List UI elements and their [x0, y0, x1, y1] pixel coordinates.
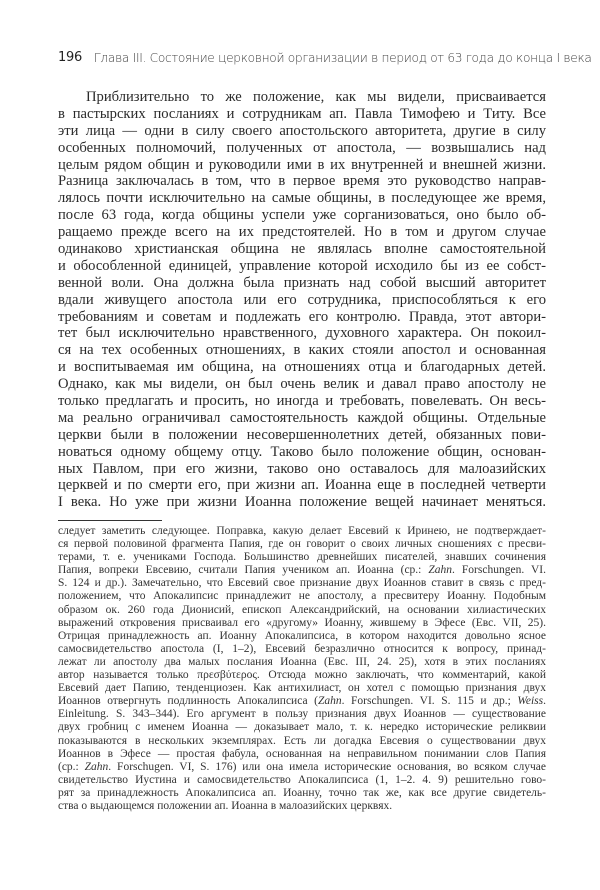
footnote-line	[58, 577, 546, 590]
text-line: требованиям и советам и подлежать его контролю. Правда, этот автори-	[58, 308, 546, 325]
footnote-line	[58, 538, 546, 551]
footnote-rule	[58, 520, 162, 521]
text-line: I века. Но уже при жизни Иоанна положение вещей начинает меняться.	[58, 494, 546, 511]
footnote-segment: Папия, вопреки Евсевию, считали Папия учеником ап. Иоанна (ср.:	[58, 564, 429, 577]
footnote-line	[58, 721, 546, 734]
footnote-line	[58, 643, 546, 656]
footnote-segment: образом ок. 260 года Дионисий, епископ Александрийский, на основании хилиастических	[58, 603, 546, 616]
footnote-line	[58, 656, 546, 669]
footnote-line	[58, 695, 546, 708]
footnote-segment: ства о выдающемся положении ап. Иоанна в малоазийских церквях.	[58, 799, 393, 812]
footnote-segment: Отрицая принадлежность ап. Иоанну Апокалипсиса, в котором находится довольно ясное	[58, 629, 546, 642]
text-line: и обособленной единицей, управление которой исходило бы из ее собст-	[58, 257, 546, 274]
author-name: Zahn	[317, 695, 342, 708]
page-number: 196	[58, 50, 82, 65]
footnote-segment: двух гробниц с именем Иоанна — доказывает мало, т. к. нередко исторические реликвии	[58, 721, 546, 734]
footnote-segment: Евсевий дает Папию, тенденциозен. Как антихилиаст, он хотел с помощью признания двух	[58, 682, 546, 695]
footnote-segment: Einleitung. S. 343–344). Его аргумент в пользу признания двух Иоаннов — существование	[58, 708, 546, 721]
text-line: только предлагать и просить, но иногда и требовать, повелевать. Он весь-	[58, 393, 546, 410]
footnote-segment: выражений откровения присваивал его «другому» Иоанну, жившему в Эфесе (Евс. VII, 25).	[58, 616, 546, 629]
footnote-segment: рят за принадлежность Апокалипсиса ап. Иоанну, точно так же, как все другие свидетель-	[58, 786, 546, 799]
text-line: одинаково христианская община не являлась вполне самостоятельной	[58, 241, 546, 258]
footnote-segment: . Forschungen. VI. S. 115 и др.;	[341, 695, 518, 708]
text-line: после 63 года, когда общины успели уже сорганизоваться, оно было об-	[58, 207, 546, 224]
footnote-segment: Иоаннов отвергнуть подлинность Апокалипсиса (	[58, 695, 318, 708]
footnote-line	[58, 708, 546, 721]
author-name: Zahn	[84, 760, 109, 773]
footnote-text	[58, 525, 546, 813]
text-line: в пастырских посланиях и сотрудникам ап. Павла Тимофею и Титу. Все	[58, 105, 546, 122]
text-line: ращаемо прежде всего на их предстоятелей. Но в том и другом случае	[58, 224, 546, 241]
footnote-line	[58, 630, 546, 643]
footnote-line	[58, 800, 546, 813]
chapter-title: Глава III. Состояние церковной организации в период от 63 года до конца I века	[93, 50, 592, 65]
text-line: вдали живущего апостола или его сотрудника, приспособляться к его	[58, 291, 546, 308]
footnote-line	[58, 748, 546, 761]
text-line: церквей и по смерти его, при жизни ап. Иоанна еще в последней четверти	[58, 477, 546, 494]
footnote-segment: . Forschungen. VI.	[452, 564, 546, 577]
footnote-segment: следует заметить следующее. Поправка, какую делает Евсевий к Иринею, не подтверждает-	[58, 525, 546, 537]
footnote-segment: Иоаннов в Эфесе — простая фабула, основанная на неправильном понимании слов Папия	[58, 747, 546, 760]
text-line: целым рядом общин и руководили ими в их внутренней и внешней жизни.	[58, 156, 546, 173]
text-line: эти лица — одни в силу своего апостольского авторитета, другие в силу	[58, 122, 546, 139]
footnote-segment: ся первой половиной фрагмента Папия, где он говорит о своих личных сношениях с пресви-	[58, 538, 546, 551]
footnote-line	[58, 564, 546, 577]
text-line: венной воли. Она должна была признать над собой высший авторитет	[58, 274, 546, 291]
footnote-segment: S. 124 и др.). Замечательно, что Евсевий свое признание двух Иоаннов ставит в связь с пред-	[58, 577, 546, 590]
text-line: ных Павлом, при его жизни, таково оно оставалось для малоазийских	[58, 460, 546, 477]
footnote-line	[58, 682, 546, 695]
author-name: Zahn	[428, 564, 453, 577]
text-line: ся на тех особенных отношениях, в каких стояли апостол и основанная	[58, 342, 546, 359]
footnote-segment: положением, что Апокалипсис принадлежит не апостолу, а пресвитеру Иоанну. Подобным	[58, 590, 546, 603]
footnote-segment: . Forschugen. VI, S. 176) или она имела исторические основания, во всяком случае	[108, 760, 546, 773]
footnote-segment: терами, т. е. учениками Господа. Большинство древнейших писателей, знавших сочинения	[58, 551, 546, 564]
running-header	[58, 50, 592, 65]
footnote-line	[58, 669, 546, 682]
footnote-segment: самосвидетельство апостола (I, 1–2), Евсевий безразлично относится к вопросу, принад-	[58, 642, 546, 655]
text-line: тет был исключительно нравственного, духовного характера. Он покоил-	[58, 325, 546, 342]
footnote-segment: свидетельство Иустина и самосвидетельство Апокалипсиса (1, 1–2. 4. 9) решительно гово-	[58, 773, 546, 786]
footnote-line	[58, 604, 546, 617]
text-line: Однако, как мы видели, он был очень велик и давал право апостолу не	[58, 376, 546, 393]
author-name: Weiss	[517, 695, 544, 708]
text-line: новаться одному общему отцу. Таково было положение общин, основан-	[58, 443, 546, 460]
footnote-line	[58, 787, 546, 800]
footnote-line	[58, 774, 546, 787]
text-line: лялось почти исключительно на самые общины, в последующее же время,	[58, 190, 546, 207]
footnote-line	[58, 735, 546, 748]
text-line: ма реально ограничивал самостоятельность каждой общины. Отдельные	[58, 409, 546, 426]
text-line: и воспитываемая им община, на отношениях отца и благодарных детей.	[58, 359, 546, 376]
footnote-segment: показываются в нескольких экземплярах. Есть ли догадка Евсевия о существовании двух	[58, 734, 546, 747]
footnote-segment: лежат ли апостолу два малых послания Иоанна (Евс. III, 24. 25), хотя в этих посланиях	[58, 655, 546, 668]
footnote-line	[58, 525, 546, 538]
main-text	[58, 89, 546, 511]
footnote-line	[58, 617, 546, 630]
footnote-segment: .	[543, 695, 546, 708]
footnote-line	[58, 761, 546, 774]
text-line: особенных полномочий, полученных от апостола, — возвышались над	[58, 139, 546, 156]
text-line: церкви были в положении несовершеннолетних детей, обязанных пови-	[58, 426, 546, 443]
footnote-line	[58, 551, 546, 564]
text-line: Разница заключалась в том, что в первое время это руководство направ-	[58, 173, 546, 190]
footnote-line	[58, 590, 546, 603]
footnote-segment: (ср.:	[58, 760, 85, 773]
text-line: Приблизительно то же положение, как мы видели, присваивается	[86, 89, 546, 105]
footnote-segment: автор называется только πρεσβύτερος. Отсюда можно заключать, что комментарий, какой	[58, 669, 546, 682]
